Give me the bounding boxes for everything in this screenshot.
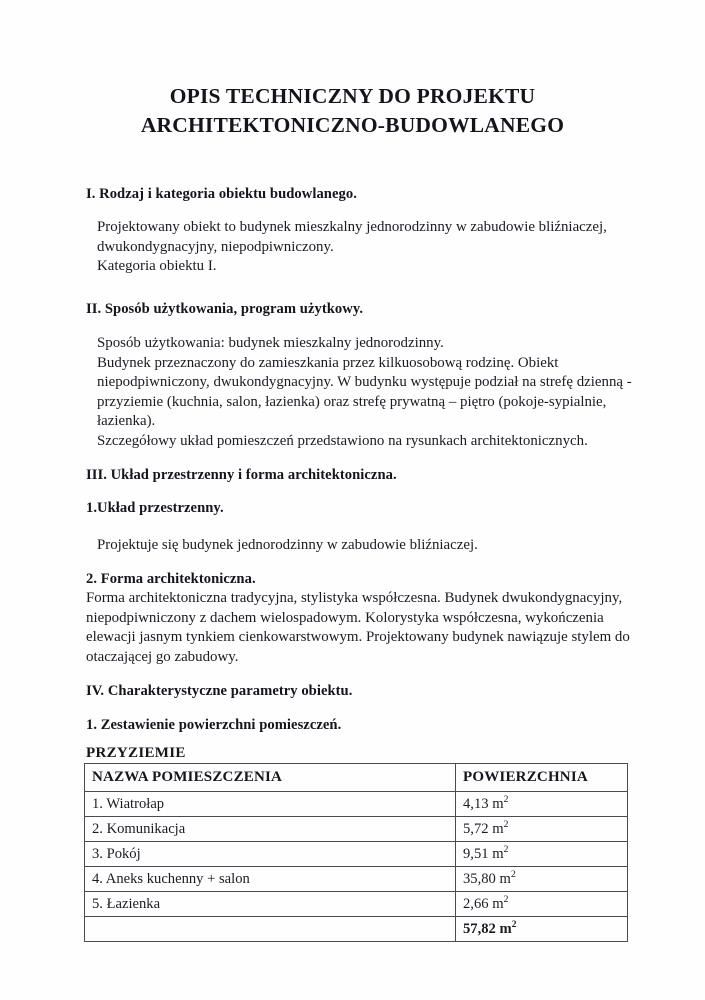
section-3-sub-2-heading: 2. Forma architektoniczna. bbox=[86, 571, 256, 587]
room-name: 5. Łazienka bbox=[85, 892, 456, 917]
room-area-value: 5,72 m bbox=[463, 820, 504, 837]
room-area bbox=[456, 792, 628, 817]
table-header-name: NAZWA POMIESZCZENIA bbox=[85, 764, 456, 792]
total-area bbox=[456, 917, 628, 942]
area-table bbox=[84, 763, 628, 942]
section-3-sub-1-line-1: Projektuje się budynek jednorodzinny w zabudowie bliźniaczej. bbox=[97, 537, 478, 553]
section-2-line-2: Budynek przeznaczony do zamieszkania przez kilkuosobową rodzinę. Obiekt bbox=[97, 354, 559, 371]
section-2-line-1: Sposób użytkowania: budynek mieszkalny jednorodzinny. bbox=[97, 335, 444, 351]
room-area bbox=[456, 892, 628, 917]
table-row bbox=[85, 842, 628, 867]
document-title-line-1: OPIS TECHNICZNY DO PROJEKTU bbox=[169, 84, 536, 108]
section-3-sub-1-body bbox=[97, 536, 478, 556]
room-area bbox=[456, 867, 628, 892]
area-unit-exponent: 2 bbox=[511, 918, 517, 930]
room-name: 2. Komunikacja bbox=[85, 817, 456, 842]
area-unit-exponent: 2 bbox=[503, 843, 509, 855]
section-2-line-6: Szczegółowy układ pomieszczeń przedstawiono na rysunkach architektonicznych. bbox=[97, 432, 588, 449]
section-2-body bbox=[97, 334, 632, 452]
document-title bbox=[0, 82, 705, 140]
section-1-line-3: Kategoria obiektu I. bbox=[97, 258, 217, 275]
section-3-sub-2-line-3: elewacji jasnym tynkiem cienkowarstwowym. Projektowany budynek nawiązuje stylem do bbox=[86, 629, 630, 646]
room-name: 4. Aneks kuchenny + salon bbox=[85, 867, 456, 892]
room-name: 1. Wiatrołap bbox=[85, 792, 456, 817]
area-unit-exponent: 2 bbox=[503, 818, 509, 830]
room-area bbox=[456, 842, 628, 867]
section-1-heading: I. Rodzaj i kategoria obiektu budowlanego. bbox=[86, 186, 357, 202]
section-4-heading: IV. Charakterystyczne parametry obiektu. bbox=[86, 683, 353, 699]
room-area bbox=[456, 817, 628, 842]
section-1-line-1: Projektowany obiekt to budynek mieszkalny jednorodzinny w zabudowie bliźniaczej, bbox=[97, 219, 607, 235]
section-2-line-4: przyziemie (kuchnia, salon, łazienka) oraz strefę prywatną – piętro (pokoje-sypialnie, bbox=[97, 393, 607, 410]
area-table-label: PRZYZIEMIE bbox=[86, 745, 186, 761]
room-area-value: 2,66 m bbox=[463, 895, 504, 912]
table-row bbox=[85, 867, 628, 892]
document-title-line-2: ARCHITEKTONICZNO-BUDOWLANEGO bbox=[140, 113, 565, 137]
section-3-sub-2-body bbox=[86, 589, 630, 667]
area-unit-exponent: 2 bbox=[503, 893, 509, 905]
table-header-row bbox=[85, 764, 628, 792]
section-1-line-2: dwukondygnacyjny, niepodpiwniczony. bbox=[97, 238, 334, 255]
section-2-line-5: łazienka). bbox=[97, 413, 156, 430]
section-3-sub-2-line-1: Forma architektoniczna tradycyjna, stylistyka współczesna. Budynek dwukondygnacyjny, bbox=[86, 590, 623, 606]
section-3-sub-2-line-4: otaczającej go zabudowy. bbox=[86, 648, 239, 665]
room-name: 3. Pokój bbox=[85, 842, 456, 867]
section-2-line-3: niepodpiwniczony, dwukondygnacyjny. W budynku występuje podział na strefę dzienną - bbox=[97, 374, 632, 391]
table-row bbox=[85, 892, 628, 917]
table-row bbox=[85, 817, 628, 842]
table-total-row bbox=[85, 917, 628, 942]
table-header-area: POWIERZCHNIA bbox=[456, 764, 628, 792]
area-table-body bbox=[85, 792, 628, 942]
area-unit-exponent: 2 bbox=[503, 793, 509, 805]
section-3-heading: III. Układ przestrzenny i forma architektoniczna. bbox=[86, 467, 397, 483]
area-unit-exponent: 2 bbox=[510, 868, 516, 880]
section-1-body bbox=[97, 218, 607, 277]
section-3-sub-1-heading: 1.Układ przestrzenny. bbox=[86, 500, 224, 516]
table-row bbox=[85, 792, 628, 817]
section-3-sub-2-line-2: niepodpiwniczony z dachem wielospadowym. Kolorystyka współczesna, wykończenia bbox=[86, 609, 604, 626]
room-area-value: 9,51 m bbox=[463, 845, 504, 862]
section-4-sub-1-heading: 1. Zestawienie powierzchni pomieszczeń. bbox=[86, 717, 342, 733]
total-label bbox=[85, 917, 456, 942]
total-area-value: 57,82 m bbox=[463, 920, 512, 937]
room-area-value: 35,80 m bbox=[463, 870, 511, 887]
section-2-heading: II. Sposób użytkowania, program użytkowy. bbox=[86, 301, 364, 317]
room-area-value: 4,13 m bbox=[463, 795, 504, 812]
